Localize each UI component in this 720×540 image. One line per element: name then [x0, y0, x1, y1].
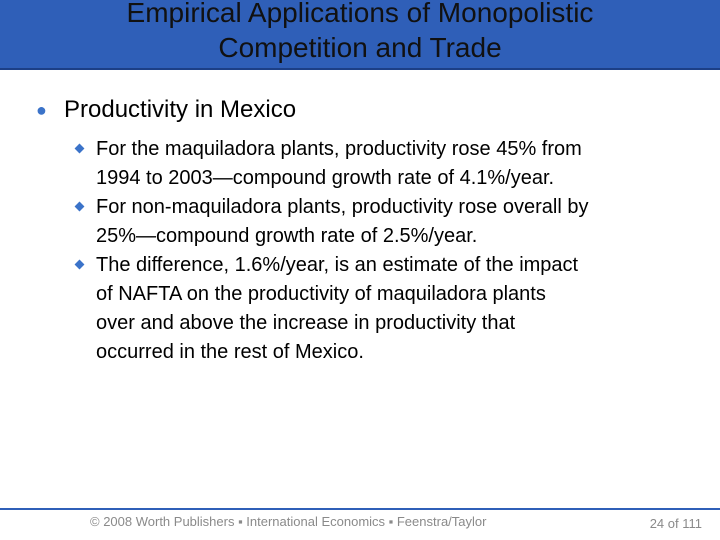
- footer-copyright: © 2008 Worth Publishers ▪ International Economics ▪ Feenstra/Taylor: [90, 514, 487, 529]
- sub-bullet-list: [72, 135, 692, 367]
- sub-bullet-1-line-2: 1994 to 2003—compound growth rate of 4.1%/year.: [96, 167, 555, 189]
- footer-divider: [0, 508, 720, 510]
- diamond-bullet-icon: [75, 144, 85, 154]
- sub-bullet-1-line-1: For the maquiladora plants, productivity rose 45% from: [96, 138, 582, 160]
- main-bullet-text: Productivity in Mexico: [64, 96, 297, 123]
- sub-bullet-3-line-2: of NAFTA on the productivity of maquiladora plants: [96, 283, 546, 305]
- round-bullet-icon: ●: [36, 100, 47, 120]
- sub-bullet-1: [72, 135, 692, 193]
- sub-bullet-3-line-4: occurred in the rest of Mexico.: [96, 341, 364, 363]
- sub-bullet-2-line-1: For non-maquiladora plants, productivity rose overall by: [96, 196, 589, 218]
- sub-bullet-2-line-2: 25%—compound growth rate of 2.5%/year.: [96, 225, 478, 247]
- sub-bullet-3: [72, 251, 692, 367]
- diamond-bullet-icon: [75, 202, 85, 212]
- slide-title-line-1: Empirical Applications of Monopolistic: [126, 0, 594, 28]
- sub-bullet-3-line-3: over and above the increase in productivity that: [96, 312, 516, 334]
- sub-bullet-2: [72, 193, 692, 251]
- slide-title-line-2: Competition and Trade: [218, 32, 502, 63]
- diamond-bullet-icon: [75, 260, 85, 270]
- page-number: 24 of 111: [649, 516, 702, 531]
- sub-bullet-3-line-1: The difference, 1.6%/year, is an estimate of the impact: [96, 254, 579, 276]
